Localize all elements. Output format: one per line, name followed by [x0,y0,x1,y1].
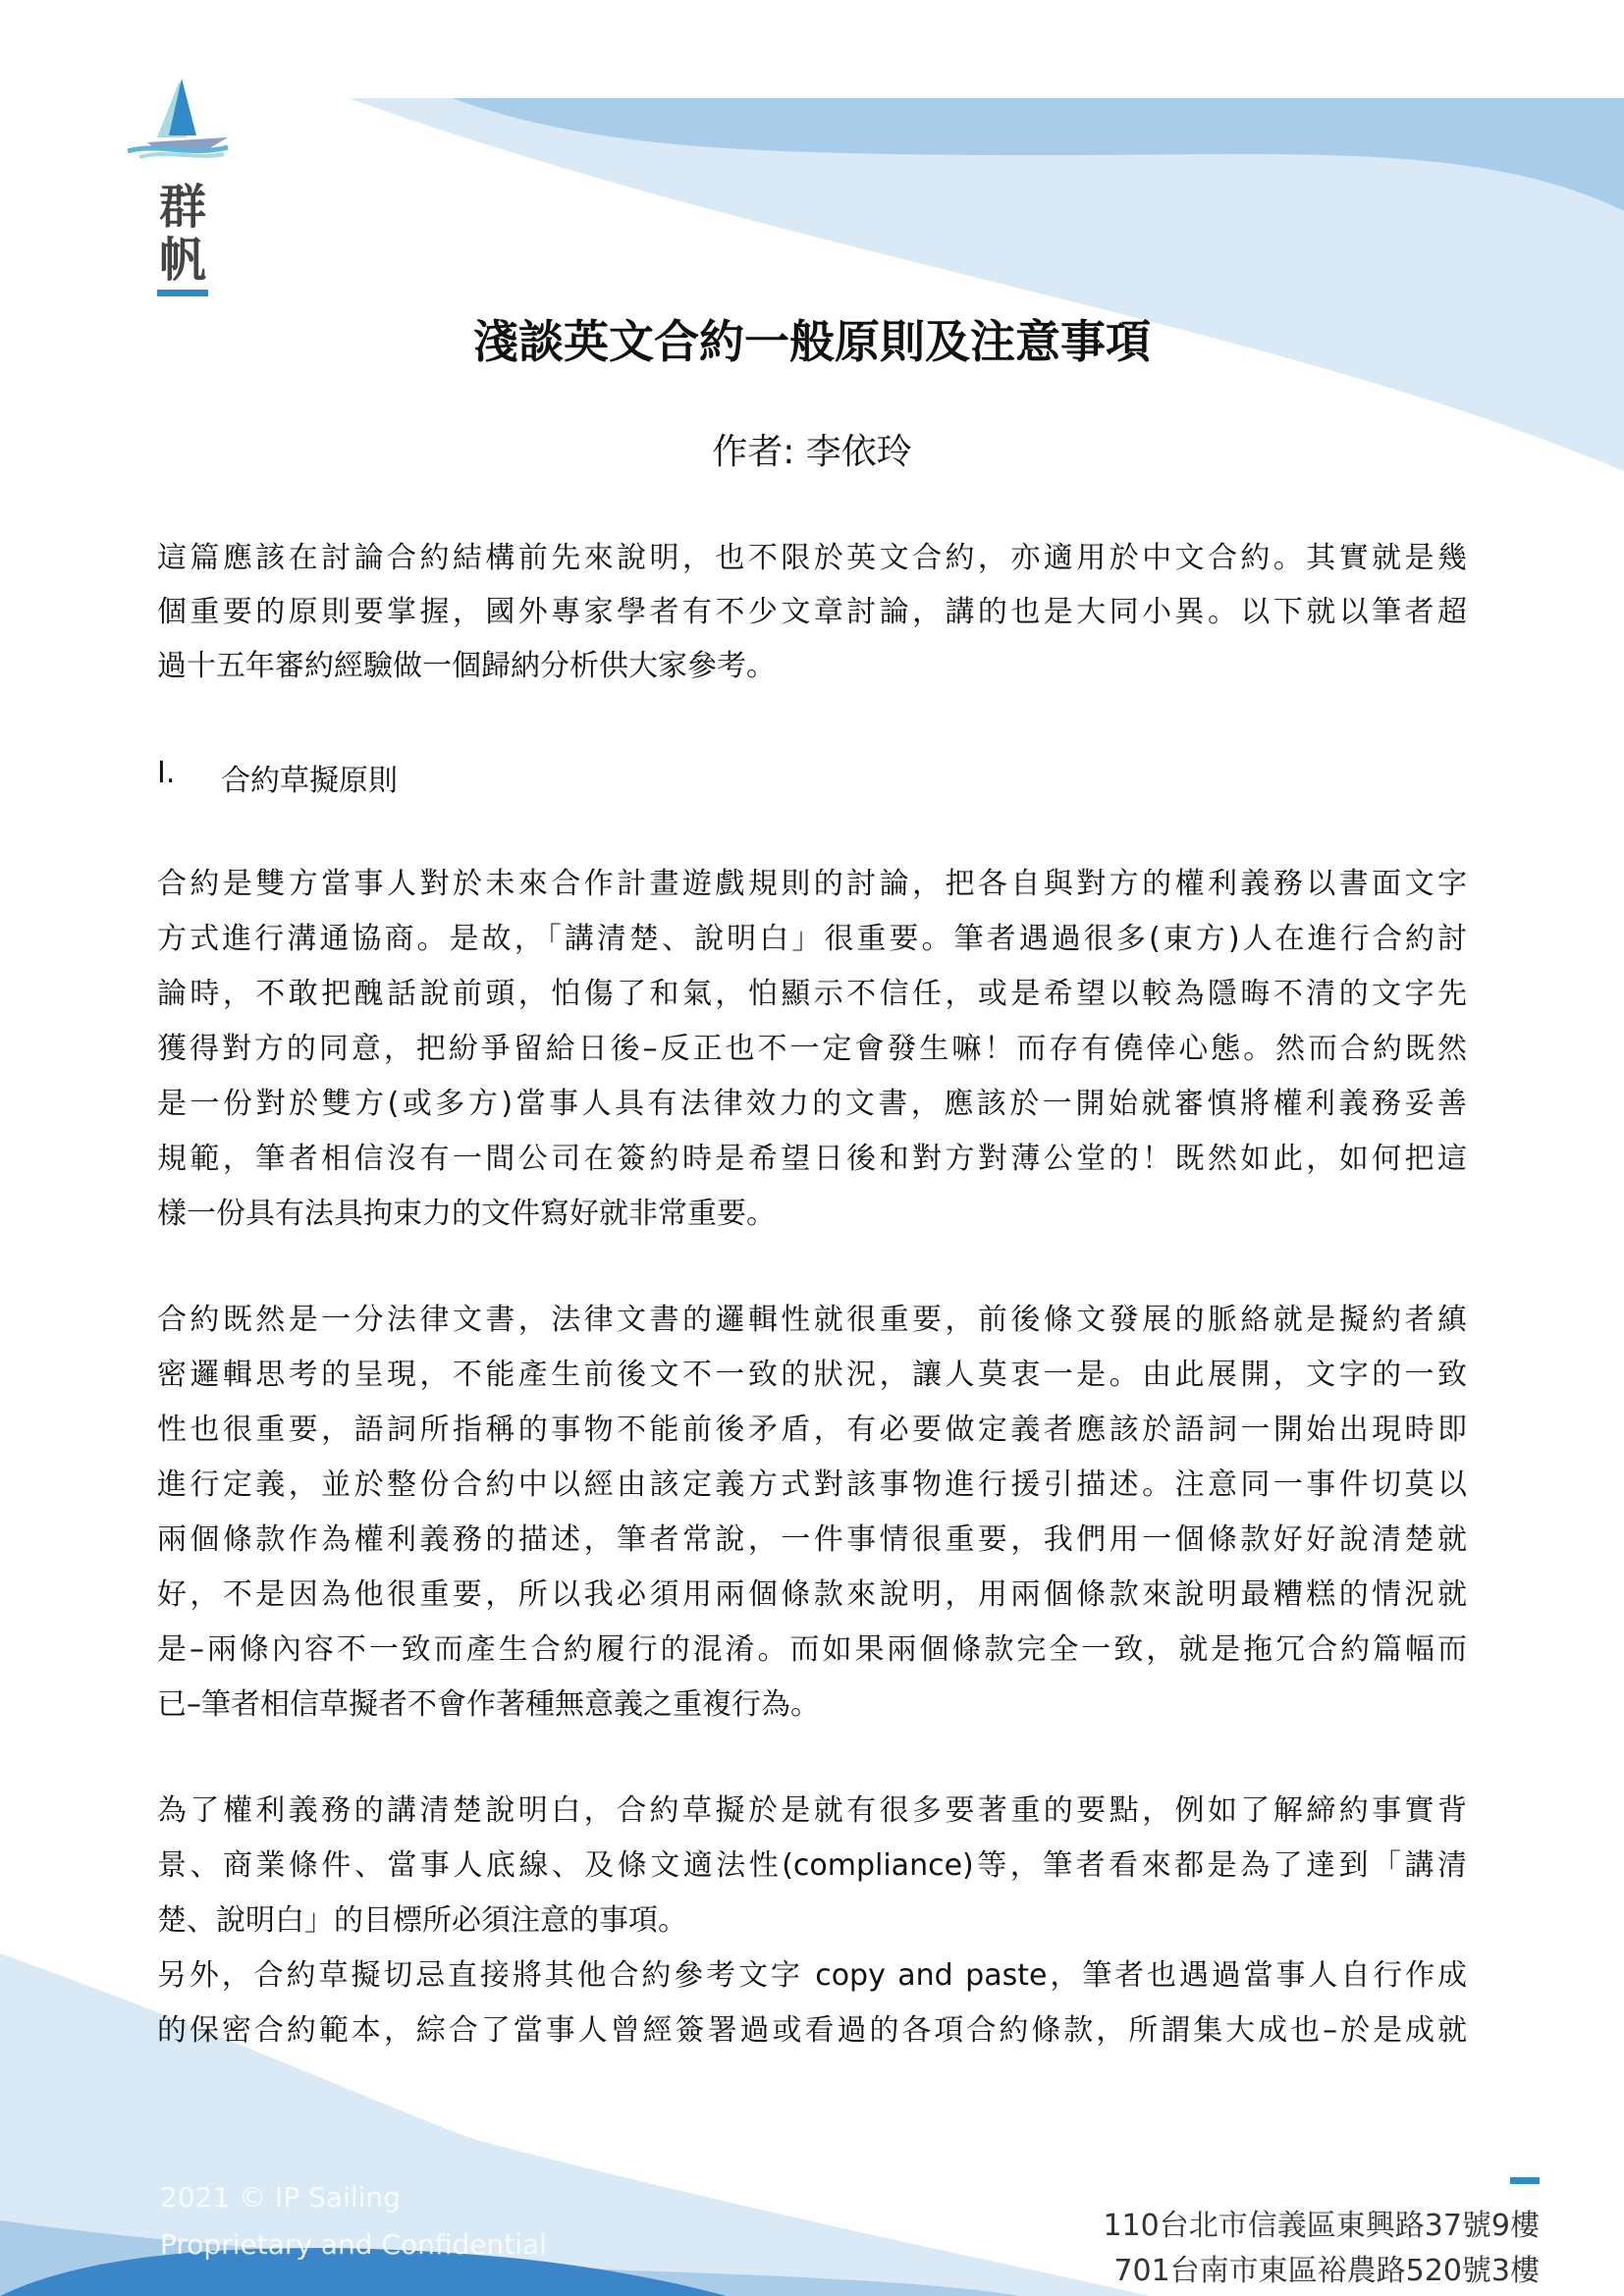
logo-char-2: 帆 [158,233,206,288]
section-title: 合約草擬原則 [221,764,398,798]
text-line: 獲得對方的同意，把紛爭留給日後–反正也不一定會發生嘛！而存有僥倖心態。然而合約既然 [157,1032,1467,1066]
text-line: 論時，不敢把醜話說前頭，怕傷了和氣，怕顯示不信任，或是希望以較為隱晦不清的文字先 [157,977,1467,1011]
text-line: 好，不是因為他很重要，所以我必須用兩個條款來說明，用兩個條款來說明最糟糕的情況就 [157,1577,1467,1612]
text-line: 方式進行溝通協商。是故，「講清楚、說明白」很重要。筆者遇過很多(東方)人在進行合約討 [157,922,1467,956]
text-line: 密邏輯思考的呈現，不能產生前後文不一致的狀況，讓人莫衷一是。由此展開，文字的一致 [157,1358,1467,1392]
text-line: 進行定義，並於整份合約中以經由該定義方式對該事物進行援引描述。注意同一事件切莫以 [157,1468,1467,1502]
footer-copyright: 2021 © IP Sailing [160,2181,401,2214]
text-line: 景、商業條件、當事人底線、及條文適法性(compliance)等，筆者看來都是為了達到「講清 [157,1848,1467,1883]
text-line: 為了權利義務的講清楚說明白，合約草擬於是就有很多要著重的要點，例如了解締約事實背 [157,1793,1467,1828]
footer-confidential: Proprietary and Confidential [160,2228,547,2261]
text-line: 的保密合約範本，綜合了當事人曾經簽署過或看過的各項合約條款，所謂集大成也–於是成就 [157,2013,1467,2048]
author-line: 作者: 李依玲 [712,432,912,472]
logo-char-1: 群 [158,180,206,235]
text-line: 這篇應該在討論合約結構前先來說明，也不限於英文合約，亦適用於中文合約。其實就是幾 [157,541,1467,575]
section-number: I. [157,756,176,790]
footer-address-taipei: 110台北市信義區東興路37號9樓 [1103,2209,1540,2243]
logo-underline [157,290,208,296]
sailboat-logo-icon [128,79,228,157]
text-line: 是–兩條內容不一致而產生合約履行的混淆。而如果兩個條款完全一致，就是拖冗合約篇幅而 [157,1632,1467,1667]
footer-accent-dash [1510,2177,1540,2184]
text-line: 個重要的原則要掌握，國外專家學者有不少文章討論，講的也是大同小異。以下就以筆者超 [157,595,1467,629]
text-line: 合約既然是一分法律文書，法律文書的邏輯性就很重要，前後條文發展的脈絡就是擬約者縝 [157,1303,1467,1337]
text-line: 楚、說明白」的目標所必須注意的事項。 [157,1903,687,1938]
text-line: 過十五年審約經驗做一個歸納分析供大家參考。 [157,649,776,683]
text-line: 是一份對於雙方(或多方)當事人具有法律效力的文書，應該於一開始就審慎將權利義務妥善 [157,1087,1467,1121]
text-line: 規範，筆者相信沒有一間公司在簽約時是希望日後和對方對薄公堂的！既然如此，如何把這 [157,1142,1467,1176]
text-line: 兩個條款作為權利義務的描述，筆者常說，一件事情很重要，我們用一個條款好好說清楚就 [157,1522,1467,1557]
text-line: 樣一份具有法具拘束力的文件寫好就非常重要。 [157,1197,776,1231]
footer-address-tainan: 701台南市東區裕農路520號3樓 [1113,2254,1540,2288]
text-line: 已–筆者相信草擬者不會作著種無意義之重複行為。 [157,1687,820,1722]
text-line: 性也很重要，語詞所指稱的事物不能前後矛盾，有必要做定義者應該於語詞一開始出現時即 [157,1413,1467,1447]
document-title: 淺談英文合約一般原則及注意事項 [473,315,1151,368]
text-line: 合約是雙方當事人對於未來合作計畫遊戲規則的討論，把各自與對方的權利義務以書面文字 [157,867,1467,901]
text-line: 另外，合約草擬切忌直接將其他合約參考文字 copy and paste，筆者也遇過當事人自行作成 [157,1958,1467,1993]
